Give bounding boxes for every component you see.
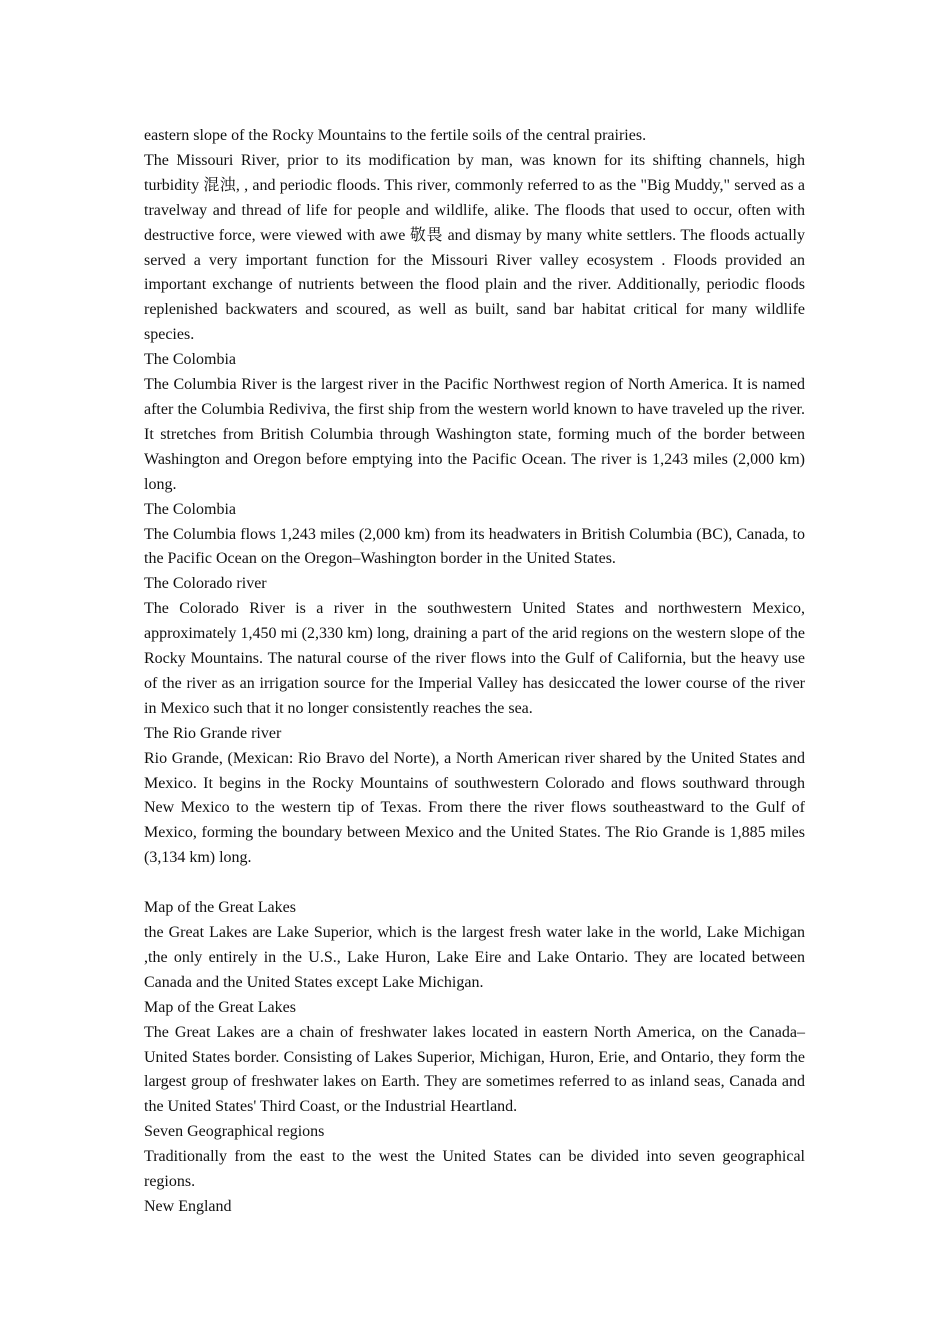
paragraph-columbia-2: The Columbia flows 1,243 miles (2,000 km) from its headwaters in British Columbia (BC), Canada, to the Pacific Ocean on the Oregon–Washington border in the United States.	[144, 525, 805, 568]
heading-rio-grande: The Rio Grande river	[144, 724, 282, 742]
heading-great-lakes-2: Map of the Great Lakes	[144, 998, 296, 1016]
heading-colombia-1: The Colombia	[144, 351, 236, 369]
paragraph-great-lakes-1: the Great Lakes are Lake Superior, which is the largest fresh water lake in the world, Lake Michigan ,the only entirely in the U.S., Lake Huron, Lake Eire and Lake Ontario. They are located between Canada and the United States except Lake Michigan.	[144, 923, 805, 991]
paragraph-missouri: The Missouri River, prior to its modification by man, was known for its shifting channels, high turbidity 混浊, , and periodic floods. This river, commonly referred to as the "Big Muddy," served as a travelway and thread of life for people and wildlife, alike. The floods that used to occur, often with destructive force, were viewed with awe 敬畏 and dismay by many white settlers. The floods actually served a very important function for the Missouri River valley ecosystem . Floods provided an important exchange of nutrients between the flood plain and the river. Additionally, periodic floods replenished backwaters and scoured, as well as built, sand bar habitat critical for many wildlife species.	[144, 151, 805, 344]
paragraph-rio-grande: Rio Grande, (Mexican: Rio Bravo del Norte), a North American river shared by the United States and Mexico. It begins in the Rocky Mountains of southwestern Colorado and flows southward through New Mexico to the western tip of Texas. From there the river flows southeastward to the Gulf of Mexico, forming the boundary between Mexico and the United States. The Rio Grande is 1,885 miles (3,134 km) long.	[144, 749, 805, 867]
paragraph-colorado: The Colorado River is a river in the southwestern United States and northwestern Mexico, approximately 1,450 mi (2,330 km) long, draining a part of the arid regions on the western slope of the Rocky Mountains. The natural course of the river flows into the Gulf of California, but the heavy use of the river as an irrigation source for the Imperial Valley has desiccated the lower course of the river in Mexico such that it no longer consistently reaches the sea.	[144, 600, 805, 717]
paragraph-intro-tail: eastern slope of the Rocky Mountains to the fertile soils of the central prairies.	[144, 127, 647, 144]
paragraph-great-lakes-2: The Great Lakes are a chain of freshwater lakes located in eastern North America, on the Canada–United States border. Consisting of Lakes Superior, Michigan, Huron, Erie, and Ontario, they form the largest group of freshwater lakes on Earth. They are sometimes referred to as inland seas, Canada and the United States' Third Coast, or the Industrial Heartland.	[144, 1023, 805, 1116]
paragraph-regions: Traditionally from the east to the west the United States can be divided into seven geographical regions.	[144, 1148, 805, 1191]
document-page	[144, 124, 805, 1220]
blank-line	[144, 871, 805, 896]
heading-great-lakes-1: Map of the Great Lakes	[144, 899, 296, 917]
heading-colorado: The Colorado river	[144, 575, 267, 593]
heading-new-england: New England	[144, 1197, 232, 1215]
heading-regions: Seven Geographical regions	[144, 1123, 325, 1141]
heading-colombia-2: The Colombia	[144, 500, 236, 518]
paragraph-columbia-1: The Columbia River is the largest river in the Pacific Northwest region of North America. It is named after the Columbia Rediviva, the first ship from the western world known to have traveled up the river. It stretches from British Columbia through Washington state, forming much of the border between Washington and Oregon before emptying into the Pacific Ocean. The river is 1,243 miles (2,000 km) long.	[144, 376, 805, 493]
